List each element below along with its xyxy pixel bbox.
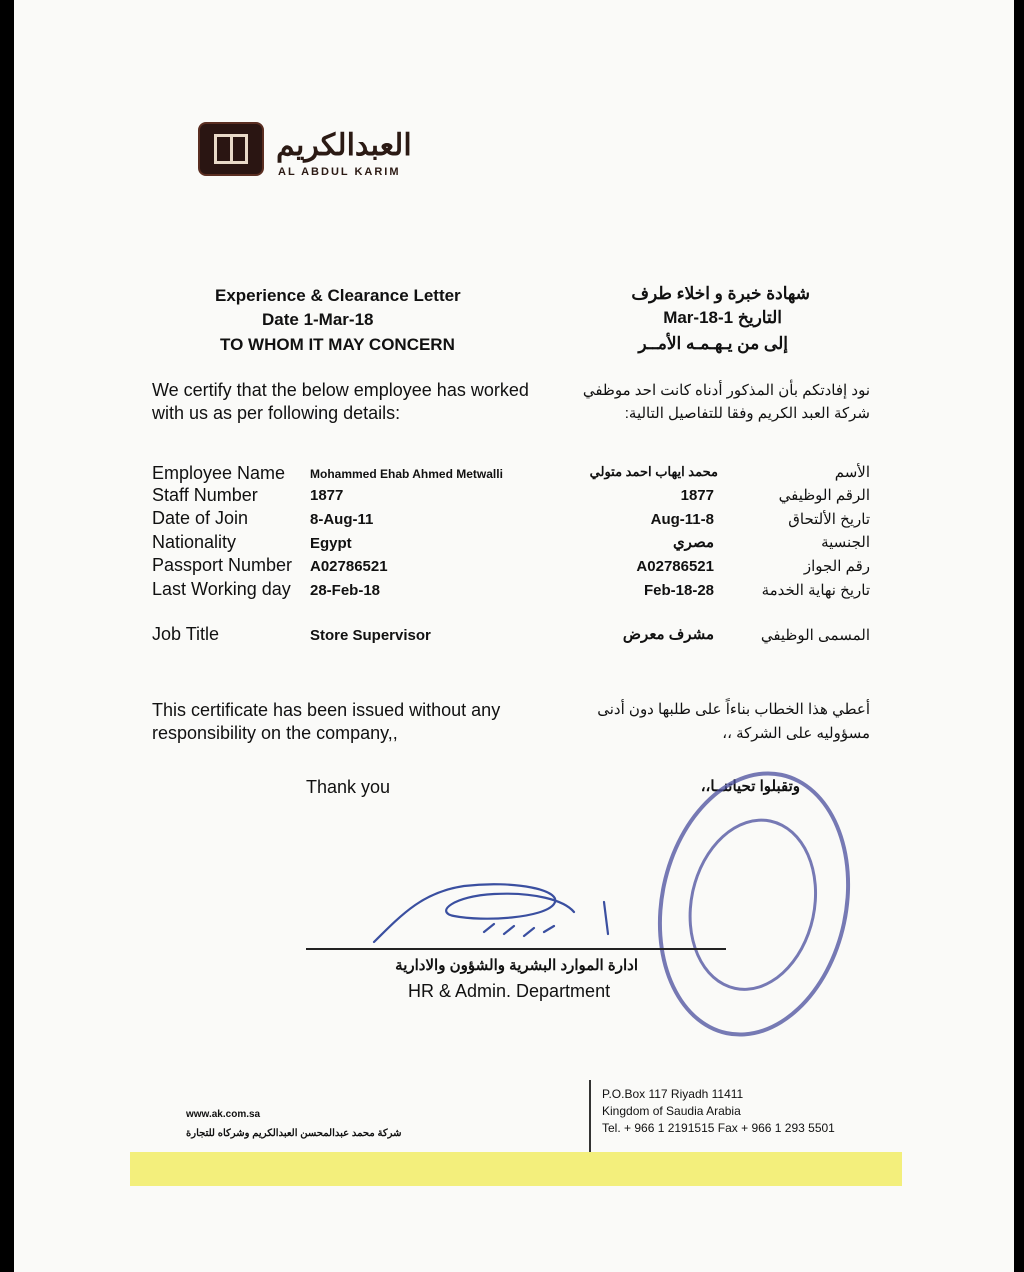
highlight-band — [130, 1152, 902, 1186]
closing-en-line2: responsibility on the company,, — [152, 723, 398, 743]
nationality-ar-value: مصري — [672, 534, 714, 551]
last-working-day-ar-value: 28-Feb-18 — [643, 582, 714, 599]
employee-name-value: Mohammed Ehab Ahmed Metwalli — [310, 467, 503, 481]
letter-page — [14, 0, 1014, 1272]
letter-title-ar: شهادة خبرة و اخلاء طرف — [631, 284, 810, 303]
footer-pobox: P.O.Box 117 Riyadh 11411 — [602, 1087, 744, 1101]
date-of-join-value: 8-Aug-11 — [310, 511, 374, 528]
intro-en-line2: with us as per following details: — [152, 403, 401, 423]
concern-ar: إلى من يـهـمـه الأمــر — [638, 334, 788, 353]
footer-divider — [589, 1080, 591, 1154]
letter-date-en: Date 1-Mar-18 — [262, 310, 374, 329]
intro-ar-line2: شركة العبد الكريم وفقا للتفاصيل التالية: — [624, 405, 870, 422]
hr-department-en: HR & Admin. Department — [408, 981, 611, 1001]
footer-company-ar: شركة محمد عبدالمحسن العبدالكريم وشركاه للتجارة — [186, 1128, 402, 1139]
concern-en: TO WHOM IT MAY CONCERN — [220, 335, 455, 354]
employee-name-ar-label: الأسم — [834, 464, 870, 481]
intro-ar-line1: نود إفادتكم بأن المذكور أدناه كانت احد موظفي — [582, 382, 870, 399]
staff-number-label: Staff Number — [152, 485, 258, 505]
hr-department-ar: ادارة الموارد البشرية والشؤون والادارية — [395, 957, 638, 974]
intro-en-line1: We certify that the below employee has worked — [152, 380, 529, 400]
date-of-join-ar-label: تاريخ الألتحاق — [788, 511, 870, 528]
date-of-join-ar-value: 8-Aug-11 — [650, 511, 714, 528]
logo-arabic-text: العبدالكريم — [276, 129, 412, 162]
company-logo-icon — [198, 122, 264, 176]
passport-number-ar-label: رقم الجواز — [803, 558, 870, 575]
date-of-join-label: Date of Join — [152, 508, 249, 528]
last-working-day-ar-label: تاريخ نهاية الخدمة — [761, 582, 870, 599]
footer-website: www.ak.com.sa — [186, 1109, 261, 1120]
passport-number-label: Passport Number — [152, 555, 293, 575]
letter-title-en: Experience & Clearance Letter — [215, 286, 461, 305]
last-working-day-label: Last Working day — [152, 579, 291, 599]
employee-name-ar-value: محمد ايهاب احمد متولي — [589, 464, 718, 479]
nationality-label: Nationality — [152, 532, 237, 552]
thank-you-en: Thank you — [306, 777, 391, 797]
closing-ar-line2: مسؤوليه على الشركة ،، — [722, 725, 870, 742]
staff-number-value: 1877 — [310, 487, 344, 504]
job-title-ar-label: المسمى الوظيفي — [760, 627, 870, 644]
job-title-label: Job Title — [152, 624, 220, 644]
letter-date-ar: التاريخ 1-Mar-18 — [663, 308, 782, 327]
staff-number-ar-value: 1877 — [680, 487, 714, 504]
footer-country: Kingdom of Saudia Arabia — [602, 1104, 741, 1118]
thank-you-ar: وتقبلوا تحياتنــا،، — [700, 778, 800, 795]
footer-phone: Tel. + 966 1 2191515 Fax + 966 1 293 5501 — [602, 1121, 835, 1135]
closing-en-line1: This certificate has been issued without any — [152, 700, 501, 720]
company-stamp-icon — [634, 753, 874, 1054]
logo-english-text: AL ABDUL KARIM — [278, 166, 401, 178]
job-title-ar-value: مشرف معرض — [622, 626, 714, 643]
nationality-value: Egypt — [310, 535, 352, 552]
closing-ar-line1: أعطي هذا الخطاب بناءاً على طلبها دون أدنى — [597, 701, 870, 718]
signature-line — [306, 948, 726, 950]
job-title-value: Store Supervisor — [310, 627, 431, 644]
last-working-day-value: 28-Feb-18 — [310, 582, 381, 599]
signature-icon — [364, 872, 624, 952]
employee-name-label: Employee Name — [152, 463, 286, 483]
passport-number-value: A02786521 — [310, 558, 388, 575]
nationality-ar-label: الجنسية — [821, 534, 870, 551]
passport-number-ar-value: A02786521 — [636, 558, 714, 575]
staff-number-ar-label: الرقم الوظيفي — [778, 487, 870, 504]
